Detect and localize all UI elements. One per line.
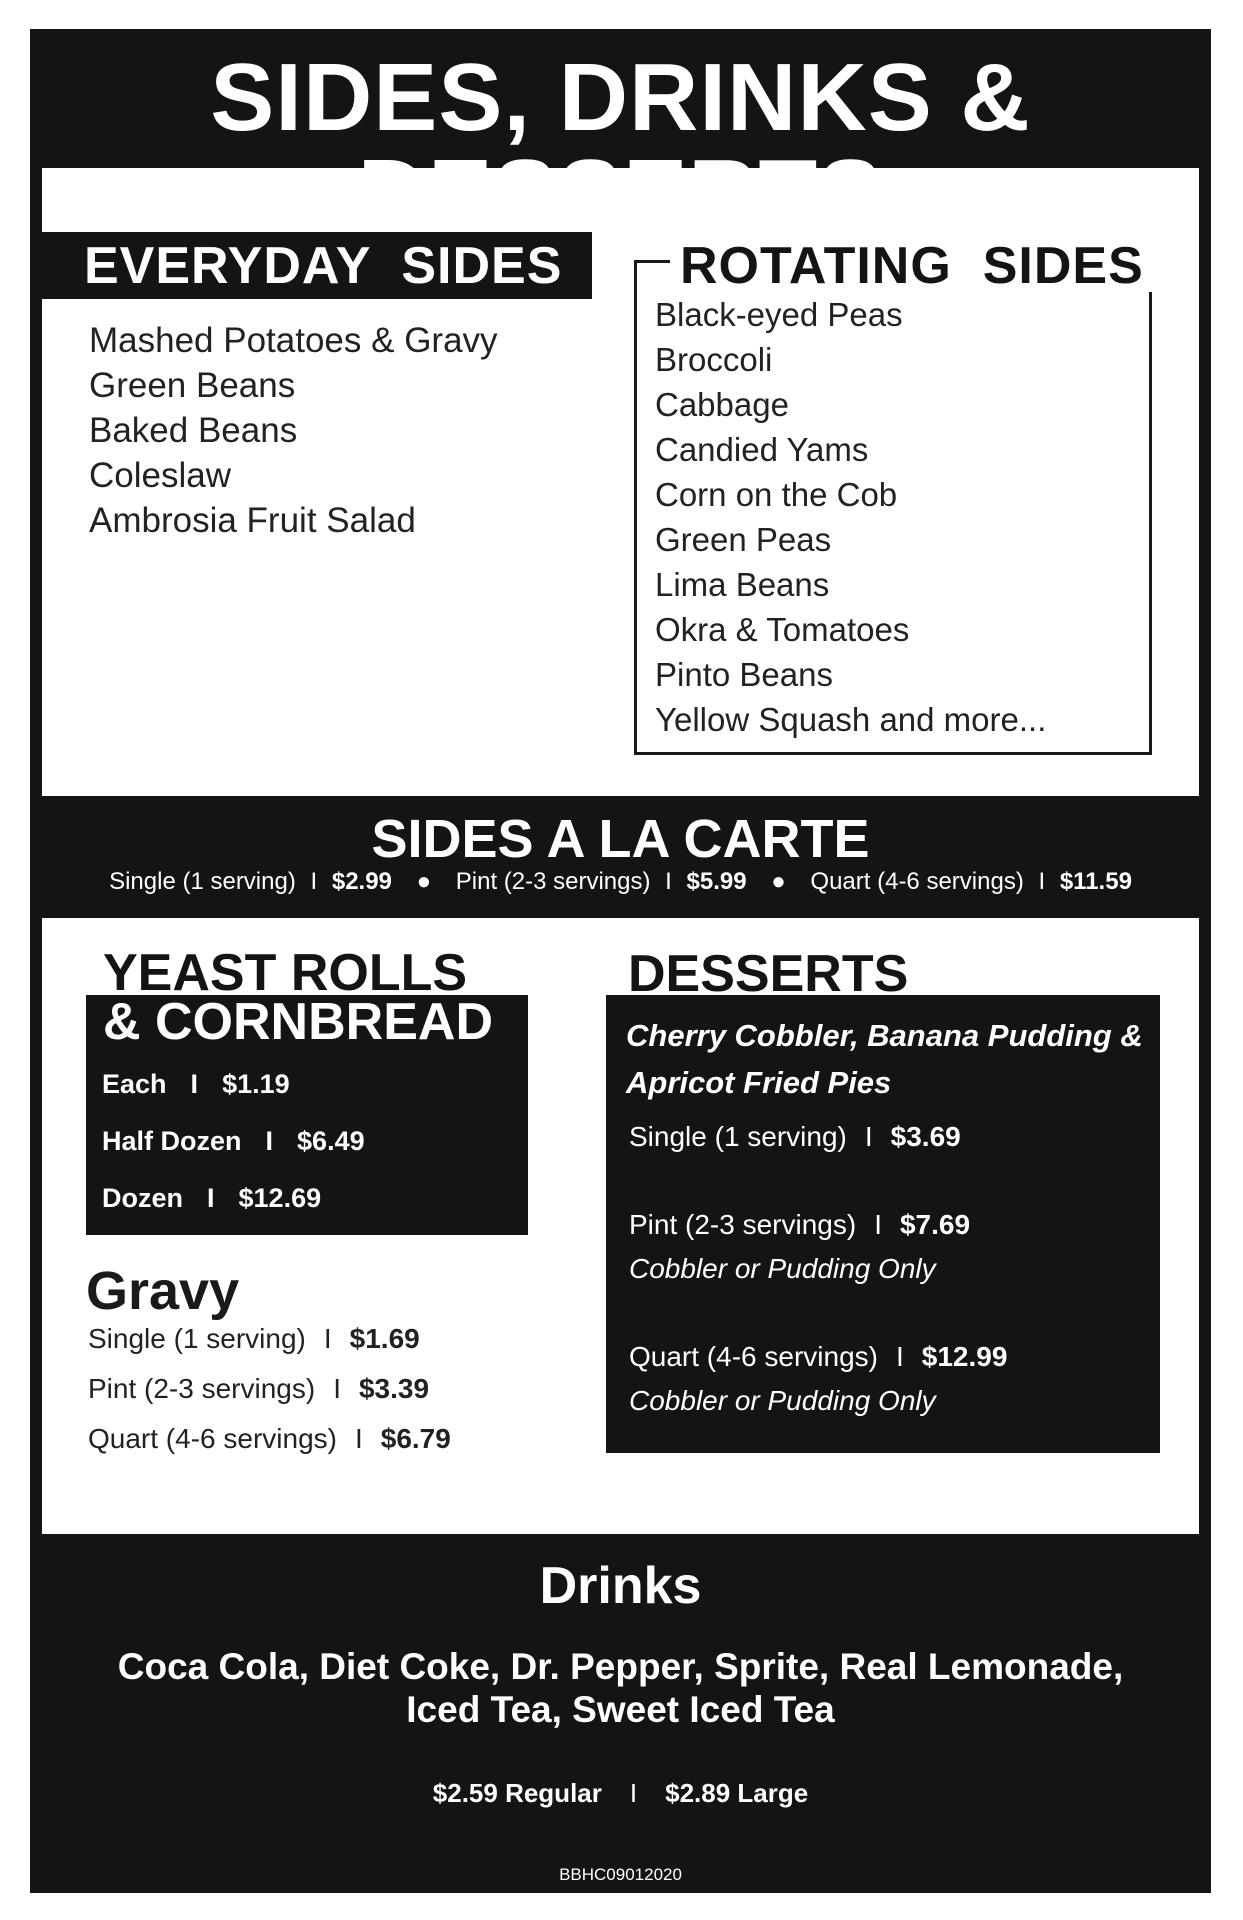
row-label: Pint (2-3 servings): [88, 1373, 316, 1404]
row-label: Half Dozen: [102, 1126, 242, 1156]
list-item: Corn on the Cob: [655, 476, 898, 513]
a-la-carte-heading: SIDES A LA CARTE: [371, 809, 870, 869]
row-label: Quart (4-6 servings): [629, 1341, 878, 1372]
row-price: $3.69: [890, 1121, 961, 1152]
gravy-heading: Gravy: [86, 1261, 240, 1321]
row-label: Each: [102, 1069, 167, 1099]
everyday-sides-list: [89, 318, 498, 543]
quart-label: Quart (4-6 servings): [810, 868, 1024, 895]
large-price: $2.89 Large: [665, 1778, 809, 1808]
row-price: $1.19: [222, 1069, 290, 1099]
separator: I: [190, 1069, 199, 1099]
bullet-icon: ●: [416, 868, 432, 895]
separator: I: [323, 1323, 332, 1354]
row-label: Single (1 serving): [629, 1121, 847, 1152]
dessert-row-single: [629, 1120, 961, 1154]
bullet-icon: ●: [771, 868, 786, 895]
drinks-list: Coca Cola, Diet Coke, Dr. Pepper, Sprite, Real Lemonade, Iced Tea, Sweet Iced Tea: [117, 1646, 1124, 1730]
gravy-row-pint: [88, 1372, 429, 1406]
separator: I: [895, 1341, 904, 1372]
yeast-rolls-heading: YEAST ROLLS: [103, 944, 468, 1002]
row-price: $6.79: [380, 1423, 451, 1454]
dessert-row-quart: [629, 1340, 1007, 1374]
pint-label: Pint (2-3 servings): [455, 868, 651, 895]
everyday-sides-heading: EVERYDAY SIDES: [84, 237, 563, 295]
regular-price: $2.59 Regular: [432, 1778, 602, 1808]
separator: I: [333, 1373, 341, 1404]
cornbread-heading: & CORNBREAD: [103, 993, 493, 1051]
drinks-prices: [30, 1777, 1211, 1809]
list-item: Baked Beans: [89, 411, 298, 450]
dessert-note: Cobbler or Pudding Only: [629, 1253, 936, 1284]
yeast-row-dozen: [102, 1181, 321, 1215]
gravy-row-quart: [88, 1422, 451, 1456]
list-item: Cabbage: [655, 386, 789, 423]
a-la-carte-prices: [30, 867, 1211, 897]
row-price: $3.39: [358, 1373, 430, 1404]
dessert-note: Cobbler or Pudding Only: [629, 1385, 936, 1416]
separator: I: [629, 1778, 638, 1808]
list-item: Pinto Beans: [655, 656, 833, 693]
separator: I: [354, 1423, 363, 1454]
row-label: Pint (2-3 servings): [629, 1209, 857, 1240]
separator: I: [874, 1209, 882, 1240]
desserts-heading: DESSERTS: [628, 945, 909, 1003]
separator: I: [207, 1183, 215, 1213]
separator: I: [265, 1126, 274, 1156]
list-item: Candied Yams: [655, 431, 869, 468]
list-item: Green Beans: [89, 366, 296, 405]
pint-price: $5.99: [686, 868, 747, 895]
list-item: Broccoli: [655, 341, 773, 378]
dessert-row-pint: [629, 1208, 970, 1242]
list-item: Mashed Potatoes & Gravy: [89, 321, 498, 360]
separator: I: [1038, 868, 1046, 895]
rotating-sides-heading: ROTATING SIDES: [670, 240, 1154, 292]
list-item: Okra & Tomatoes: [655, 611, 910, 648]
row-price: $12.69: [238, 1183, 322, 1213]
yeast-row-each: [102, 1067, 290, 1101]
drinks-heading: Drinks: [539, 1557, 702, 1615]
dessert-items: Cherry Cobbler, Banana Pudding & Apricot Fried Pies: [626, 1018, 1143, 1100]
list-item: Lima Beans: [655, 566, 830, 603]
row-price: $6.49: [297, 1126, 365, 1156]
row-label: Dozen: [102, 1183, 183, 1213]
separator: I: [665, 868, 672, 895]
single-label: Single (1 serving): [109, 868, 296, 895]
rotating-sides-list: [655, 292, 1046, 742]
list-item: Yellow Squash and more...: [655, 701, 1047, 738]
row-label: Quart (4-6 servings): [88, 1423, 337, 1454]
list-item: Ambrosia Fruit Salad: [89, 501, 416, 540]
page-title: SIDES, DRINKS &: [210, 44, 1031, 151]
list-item: Green Peas: [655, 521, 832, 558]
row-price: $12.99: [921, 1341, 1008, 1372]
row-label: Single (1 serving): [88, 1323, 306, 1354]
quart-price: $11.59: [1059, 868, 1132, 895]
separator: I: [864, 1121, 873, 1152]
list-item: Coleslaw: [89, 456, 231, 495]
gravy-row-single: [88, 1322, 420, 1356]
row-price: $1.69: [349, 1323, 420, 1354]
yeast-row-half-dozen: [102, 1124, 365, 1158]
footer-code: BBHC09012020: [559, 1865, 682, 1884]
separator: I: [310, 868, 318, 895]
list-item: Black-eyed Peas: [655, 296, 903, 333]
row-price: $7.69: [899, 1209, 971, 1240]
single-price: $2.99: [331, 868, 392, 895]
